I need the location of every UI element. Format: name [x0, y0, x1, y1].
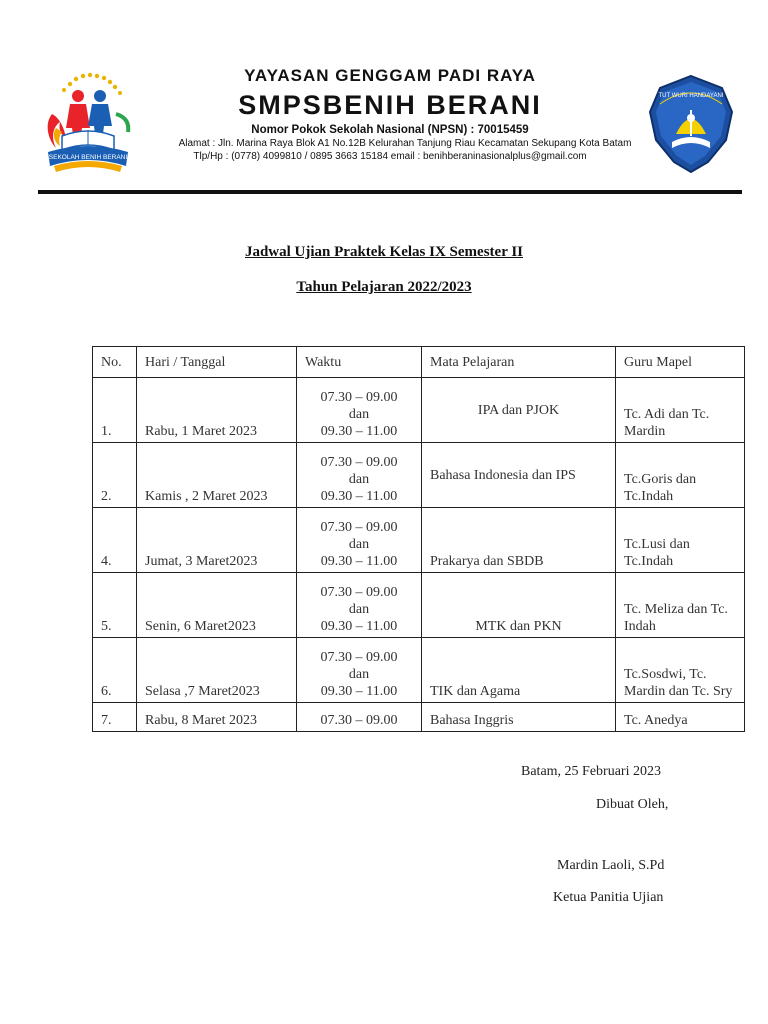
signature-made-by: Dibuat Oleh, — [596, 797, 669, 812]
school-logo — [40, 70, 136, 178]
header-time: Waktu — [297, 347, 422, 378]
header-divider — [38, 190, 742, 194]
signature-name: Mardin Laoli, S.Pd — [557, 858, 665, 873]
row-time — [297, 573, 422, 638]
row-no: 6. — [93, 638, 137, 703]
time-connector: dan — [348, 667, 370, 682]
row-time — [297, 443, 422, 508]
signature-position: Ketua Panitia Ujian — [553, 890, 664, 905]
row-subject: IPA dan PJOK — [422, 378, 616, 443]
row-day: Rabu, 1 Maret 2023 — [137, 378, 297, 443]
row-day: Senin, 6 Maret2023 — [137, 573, 297, 638]
row-subject: Bahasa Indonesia dan IPS — [422, 443, 616, 508]
document-title: Jadwal Ujian Praktek Kelas IX Semester II — [244, 244, 524, 260]
row-subject: Prakarya dan SBDB — [422, 508, 616, 573]
row-day: Rabu, 8 Maret 2023 — [137, 703, 297, 732]
academic-year-title: Tahun Pelajaran 2022/2023 — [296, 279, 472, 295]
row-no: 4. — [93, 508, 137, 573]
table-row — [93, 443, 745, 508]
time-second: 09.30 – 11.00 — [320, 619, 398, 634]
row-no: 7. — [93, 703, 137, 732]
header-day-date: Hari / Tanggal — [137, 347, 297, 378]
header-subject: Mata Pelajaran — [422, 347, 616, 378]
time-second: 09.30 – 11.00 — [320, 554, 398, 569]
table-row — [93, 508, 745, 573]
row-teacher: Tc.Sosdwi, Tc. Mardin dan Tc. Sry — [616, 638, 745, 703]
time-connector: dan — [348, 537, 370, 552]
rice-sprig-dots — [62, 73, 122, 95]
child-figure-icon — [72, 90, 84, 102]
time-start: 07.30 – 09.00 — [320, 390, 398, 405]
time-start: 07.30 – 09.00 — [320, 520, 398, 535]
contact-line: Tlp/Hp : (0778) 4099810 / 0895 3663 15184 email : benihberaninasionalplus@gmail.com — [193, 151, 587, 162]
row-subject: MTK dan PKN — [422, 573, 616, 638]
npsn-line: Nomor Pokok Sekolah Nasional (NPSN) : 70015459 — [251, 124, 529, 136]
time-start: 07.30 – 09.00 — [320, 650, 398, 665]
school-name: SMPSBENIH BERANI — [238, 90, 542, 120]
row-time: 07.30 – 09.00 — [297, 703, 422, 732]
time-connector: dan — [348, 407, 370, 422]
time-second: 09.30 – 11.00 — [320, 424, 398, 439]
row-teacher: Tc.Lusi dan Tc.Indah — [616, 508, 745, 573]
row-subject: TIK dan Agama — [422, 638, 616, 703]
table-row — [93, 638, 745, 703]
row-day: Selasa ,7 Maret2023 — [137, 638, 297, 703]
table-row — [93, 703, 745, 732]
time-second: 09.30 – 11.00 — [320, 489, 398, 504]
row-day: Jumat, 3 Maret2023 — [137, 508, 297, 573]
row-no: 5. — [93, 573, 137, 638]
row-teacher: Tc. Meliza dan Tc. Indah — [616, 573, 745, 638]
row-subject: Bahasa Inggris — [422, 703, 616, 732]
row-no: 1. — [93, 378, 137, 443]
logo-motto: TUT WURI HANDAYANI — [658, 93, 724, 99]
address-line: Alamat : Jln. Marina Raya Blok A1 No.12B Kelurahan Tanjung Riau Kecamatan Sekupang Kota Batam — [178, 138, 632, 149]
logo-banner-text: SEKOLAH BENIH BERANI — [48, 154, 128, 161]
table-header-row — [93, 347, 745, 378]
row-time — [297, 638, 422, 703]
exam-schedule-table — [92, 346, 745, 732]
row-time — [297, 508, 422, 573]
time-start: 07.30 – 09.00 — [320, 585, 398, 600]
signature-place-date: Batam, 25 Februari 2023 — [521, 764, 661, 779]
time-connector: dan — [348, 602, 370, 617]
time-start: 07.30 – 09.00 — [320, 455, 398, 470]
time-second: 09.30 – 11.00 — [320, 684, 398, 699]
table-row — [93, 573, 745, 638]
row-day: Kamis , 2 Maret 2023 — [137, 443, 297, 508]
letterhead — [140, 66, 640, 162]
row-teacher: Tc. Adi dan Tc. Mardin — [616, 378, 745, 443]
foundation-name: YAYASAN GENGGAM PADI RAYA — [244, 66, 536, 85]
header-teacher: Guru Mapel — [616, 347, 745, 378]
table-row — [93, 378, 745, 443]
row-teacher: Tc.Goris dan Tc.Indah — [616, 443, 745, 508]
row-no: 2. — [93, 443, 137, 508]
time-connector: dan — [348, 472, 370, 487]
row-time — [297, 378, 422, 443]
header-no: No. — [93, 347, 137, 378]
row-teacher: Tc. Anedya — [616, 703, 745, 732]
tut-wuri-handayani-logo — [642, 74, 740, 174]
